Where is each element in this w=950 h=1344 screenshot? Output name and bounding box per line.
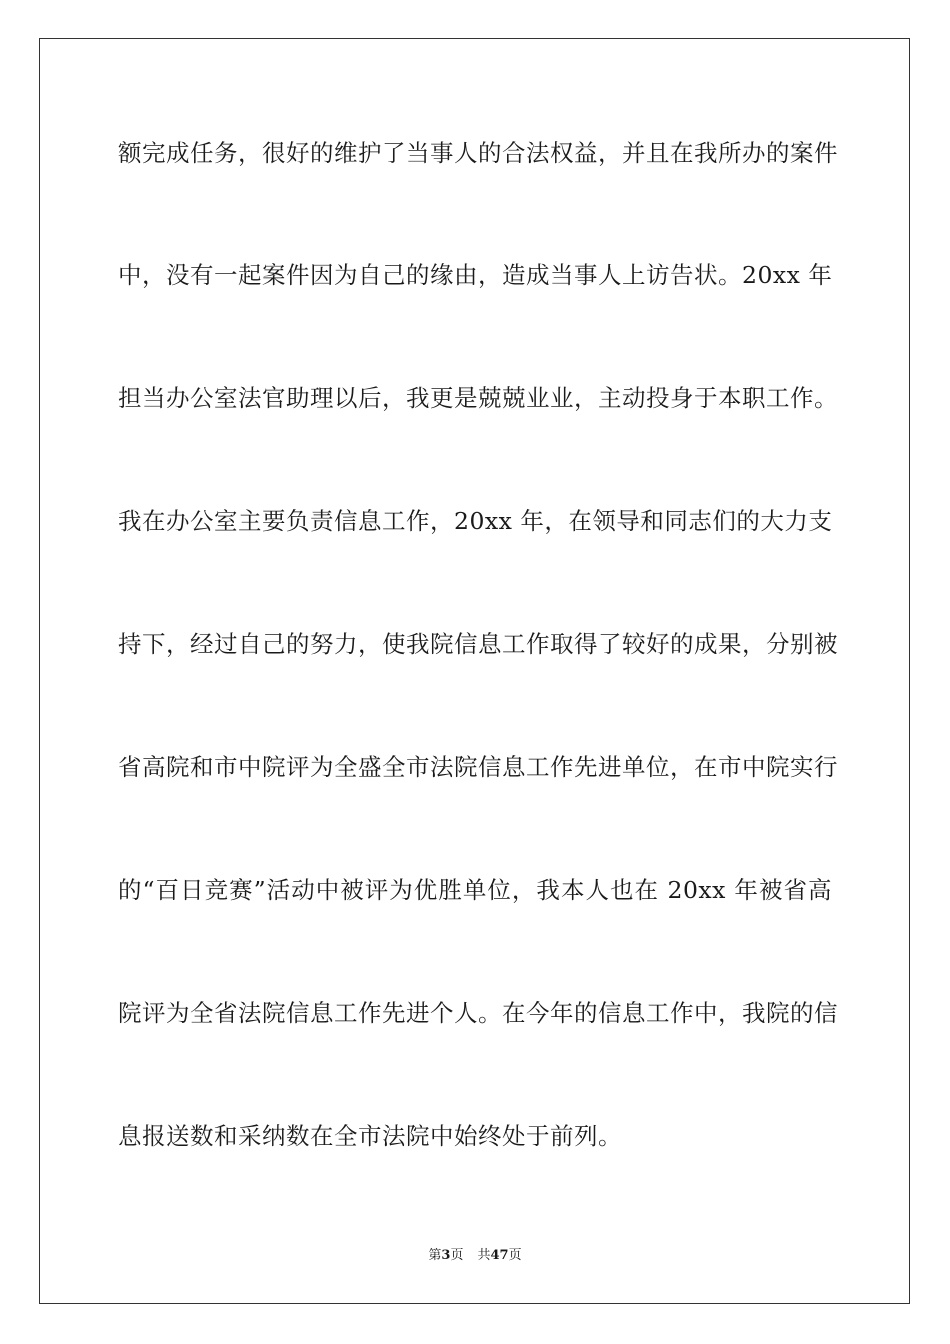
page-number: 第3页	[428, 1248, 464, 1263]
page-border	[39, 38, 910, 1304]
paragraph-line: 额完成任务，很好的维护了当事人的合法权益，并且在我所办的案件	[118, 139, 838, 167]
paragraph-line: 中，没有一起案件因为自己的缘由，造成当事人上访告状。20xx 年	[118, 261, 833, 289]
paragraph-line: 担当办公室法官助理以后，我更是兢兢业业，主动投身于本职工作。	[118, 384, 838, 412]
paragraph-line: 的“百日竞赛”活动中被评为优胜单位，我本人也在 20xx 年被省高	[118, 876, 832, 904]
paragraph-line: 院评为全省法院信息工作先进个人。在今年的信息工作中，我院的信	[118, 999, 838, 1027]
total-pages: 共47页	[477, 1248, 522, 1263]
paragraph-line: 省高院和市中院评为全盛全市法院信息工作先进单位，在市中院实行	[118, 753, 838, 781]
page-footer	[0, 1248, 950, 1264]
paragraph-line: 持下，经过自己的努力，使我院信息工作取得了较好的成果，分别被	[118, 630, 838, 658]
paragraph-line-last: 息报送数和采纳数在全市法院中始终处于前列。	[118, 1122, 622, 1150]
paragraph-line: 我在办公室主要负责信息工作，20xx 年，在领导和同志们的大力支	[118, 507, 833, 535]
